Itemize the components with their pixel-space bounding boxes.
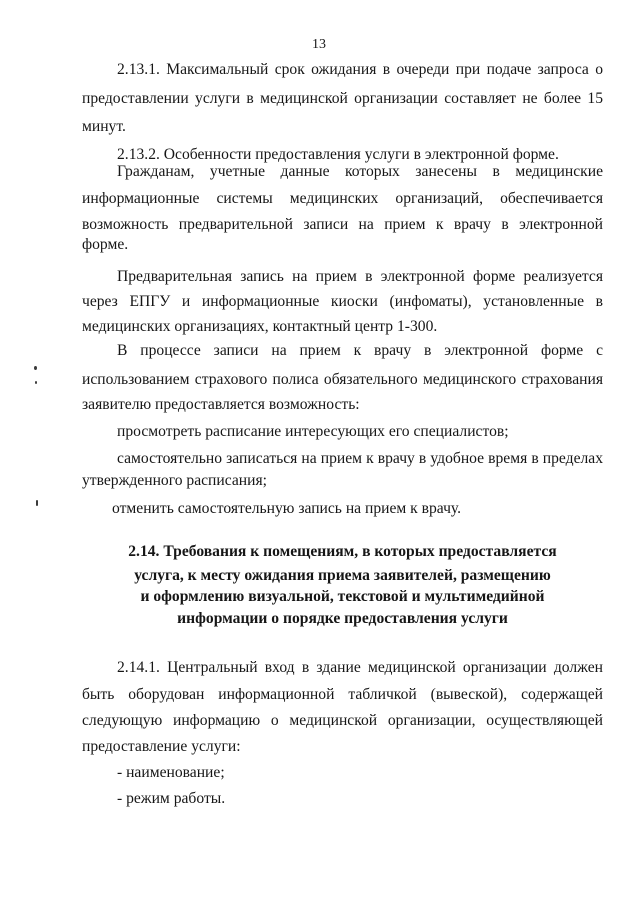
paragraph-line: самостоятельно записаться на прием к врачу в удобное время в пределах (117, 450, 603, 467)
paragraph-line: просмотреть расписание интересующих его специалистов; (117, 423, 509, 440)
paragraph-line: заявителю предоставляется возможность: (82, 396, 360, 413)
paragraph-line: 2.13.1. Максимальный срок ожидания в очереди при подаче запроса о (117, 61, 603, 78)
paragraph-line: предоставление услуги: (82, 738, 241, 755)
scan-mark (34, 366, 37, 370)
paragraph-line: следующую информацию о медицинской организации, осуществляющей (82, 712, 603, 729)
section-heading-line: услуга, к месту ожидания приема заявителей, размещению (134, 567, 551, 584)
paragraph-line: 2.13.2. Особенности предоставления услуги в электронной форме. (117, 146, 559, 163)
paragraph-line: утвержденного расписания; (82, 472, 267, 489)
section-heading-line: 2.14. Требования к помещениям, в которых предоставляется (128, 543, 557, 560)
list-item: - режим работы. (117, 790, 226, 807)
paragraph-line: отменить самостоятельную запись на прием к врачу. (112, 500, 462, 517)
paragraph-line: предоставлении услуги в медицинской организации составляет не более 15 (82, 90, 603, 107)
paragraph-line: Гражданам, учетные данные которых занесены в медицинские (117, 163, 603, 180)
paragraph-line: использованием страхового полиса обязательного медицинского страхования (82, 371, 603, 388)
paragraph-line: быть оборудован информационной табличкой (вывеской), содержащей (82, 686, 603, 703)
paragraph-line: форме. (82, 236, 129, 253)
scan-mark (36, 500, 38, 506)
page-number: 13 (312, 37, 326, 52)
paragraph-line: 2.14.1. Центральный вход в здание медицинской организации должен (117, 659, 603, 676)
paragraph-line: минут. (82, 118, 126, 135)
section-heading-line: и оформлению визуальной, текстовой и мультимедийной (140, 588, 545, 605)
paragraph-line: Предварительная запись на прием в электронной форме реализуется (117, 268, 603, 285)
paragraph-line: возможность предварительной записи на прием к врачу в электронной (82, 216, 603, 233)
paragraph-line: медицинских организациях, контактный центр 1-300. (82, 318, 438, 335)
paragraph-line: информационные системы медицинских организаций, обеспечивается (82, 190, 603, 207)
paragraph-line: через ЕПГУ и информационные киоски (инфоматы), установленные в (82, 293, 603, 310)
section-heading-line: информации о порядке предоставления услуги (177, 610, 508, 627)
list-item: - наименование; (117, 764, 225, 781)
scan-mark (35, 381, 37, 384)
paragraph-line: В процессе записи на прием к врачу в электронной форме с (117, 342, 603, 359)
